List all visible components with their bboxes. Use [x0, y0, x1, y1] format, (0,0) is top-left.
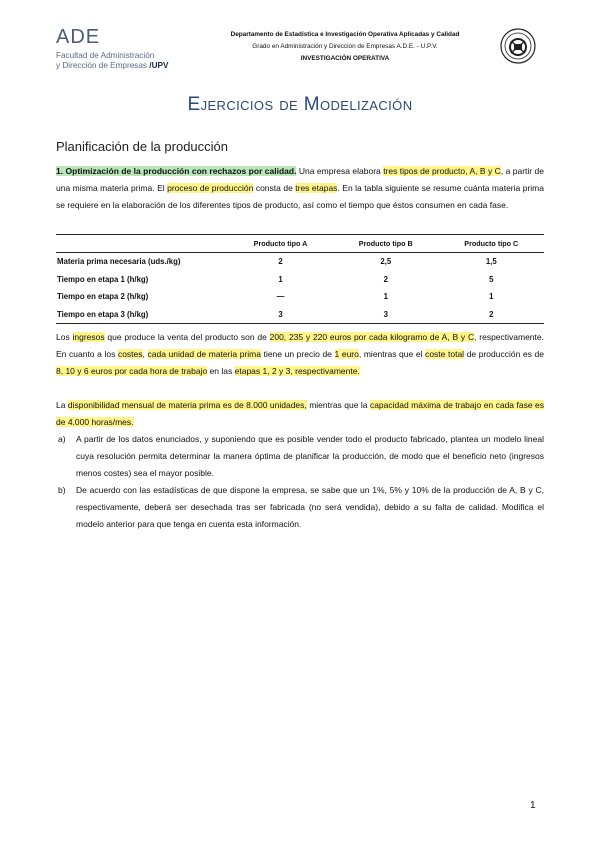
revenue-cost-paragraph — [56, 329, 544, 380]
text: consta de — [253, 183, 296, 193]
table-cell: 2,5 — [380, 257, 392, 267]
production-table — [56, 234, 544, 324]
degree-name: Grado en Administración y Dirección de Empresas A.D.E. - U.P.V. — [252, 43, 438, 50]
question-list — [56, 431, 544, 533]
text: . En la tabla siguiente se resume cuánta materia prima se requiere en la elaboración de los diferentes tipos de producto, así como el tiempo que éstos consumen en cada fase. — [56, 183, 544, 210]
text: tiene un precio de — [260, 349, 335, 359]
list-item-text: A partir de los datos enunciados, y suponiendo que es posible vender todo el producto fabricado, plantea un modelo lineal cuya resolución permita determinar la manera óptima de planificar la producción, de modo que el beneficio neto (ingresos menos costes) sea el mayor posible. — [76, 434, 544, 478]
page-number: 1 — [530, 800, 536, 811]
text: , mientras que el — [358, 349, 426, 359]
highlight: coste total — [425, 349, 465, 359]
text: mientras que la — [306, 400, 370, 410]
table-header-cell: Producto tipo A — [228, 235, 333, 253]
table-cell: — — [276, 292, 285, 302]
faculty-line-1: Facultad de Administración — [56, 51, 155, 60]
text: Una empresa elabora — [296, 166, 384, 176]
table-cell: 3 — [228, 306, 333, 324]
list-marker: b) — [58, 485, 66, 495]
table-cell: 1 — [383, 292, 388, 302]
capacity-paragraph — [56, 397, 544, 431]
department-name: Departamento de Estadística e Investigación Operativa Aplicadas y Calidad — [230, 31, 460, 38]
highlight: tres etapas — [295, 183, 338, 193]
table-cell: 3 — [333, 306, 439, 324]
highlight: capacidad máxima de trabajo en cada fase es de 4.000 horas/mes. — [56, 400, 544, 427]
text: , a partir de una misma materia prima. El — [56, 166, 544, 193]
faculty-line-2-text: y Dirección de Empresas — [56, 61, 148, 70]
list-item — [56, 482, 544, 533]
exercise-intro — [56, 163, 544, 214]
highlight: etapas 1, 2 y 3, respectivamente. — [234, 366, 360, 376]
table-cell: 1,5 — [485, 257, 497, 267]
table-cell: 1 — [489, 292, 494, 302]
table-row — [56, 253, 544, 271]
highlight: disponibilidad mensual de materia prima es de 8.000 unidades, — [67, 400, 307, 410]
text: de producción es de — [464, 349, 544, 359]
table-row — [56, 271, 544, 289]
list-item-text: De acuerdo con las estadísticas de que dispone la empresa, se sabe que un 1%, 5% y 10% de la producción de A, B y C, respectivamente, deberá ser desechada tras ser fabricada (no será vendida), debido a su falta de calidad. Modifica el modelo anterior para que tenga en cuenta esta información. — [76, 485, 544, 529]
text: La — [56, 400, 68, 410]
highlight: 200, 235 y 220 euros por cada kilogramo de A, B y C — [269, 332, 475, 342]
list-marker: a) — [58, 434, 66, 444]
table-cell: Tiempo en etapa 2 (h/kg) — [57, 292, 149, 302]
highlight: costes — [117, 349, 143, 359]
table-cell: 2 — [278, 257, 283, 267]
table-cell: 1 — [278, 274, 283, 284]
text: , — [142, 349, 148, 359]
text: Los — [56, 332, 73, 342]
section-heading: Planificación de la producción — [56, 139, 228, 154]
highlight: cada unidad de materia prima — [147, 349, 261, 359]
table-header-cell: Producto tipo B — [333, 235, 439, 253]
table-row — [56, 288, 544, 306]
table-header-row — [56, 235, 544, 253]
highlight: tres tipos de producto, A, B y C — [383, 166, 501, 176]
table-cell: Materia prima necesaria (uds./kg) — [57, 257, 181, 267]
upv-label: /UPV — [149, 61, 169, 70]
highlight: 1 euro — [334, 349, 359, 359]
table-cell: 5 — [489, 274, 494, 284]
subject-name: INVESTIGACIÓN OPERATIVA — [300, 55, 390, 62]
table-cell: 2 — [438, 306, 544, 324]
table-cell: Tiempo en etapa 3 (h/kg) — [56, 306, 228, 324]
department-seal-icon — [500, 28, 536, 64]
table-cell: Tiempo en etapa 1 (h/kg) — [57, 274, 149, 284]
text: , respectivamente. En cuanto a los — [56, 332, 544, 359]
table-header-cell — [56, 235, 228, 253]
text: en las — [207, 366, 235, 376]
highlight: proceso de producción — [167, 183, 254, 193]
table-cell: 2 — [383, 274, 388, 284]
page-title: Ejercicios de Modelización — [187, 94, 413, 115]
ade-logo: ADE — [56, 26, 101, 48]
exercise-lead: 1. Optimización de la producción con rechazos por calidad. — [56, 166, 297, 176]
faculty-line-2 — [56, 61, 168, 70]
text: que produce la venta del producto son de — [104, 332, 270, 342]
list-item — [56, 431, 544, 482]
highlight: 8, 10 y 6 euros por cada hora de trabajo — [56, 366, 208, 376]
table-header-cell: Producto tipo C — [438, 235, 544, 253]
highlight: ingresos — [72, 332, 105, 342]
table-row — [56, 306, 544, 324]
